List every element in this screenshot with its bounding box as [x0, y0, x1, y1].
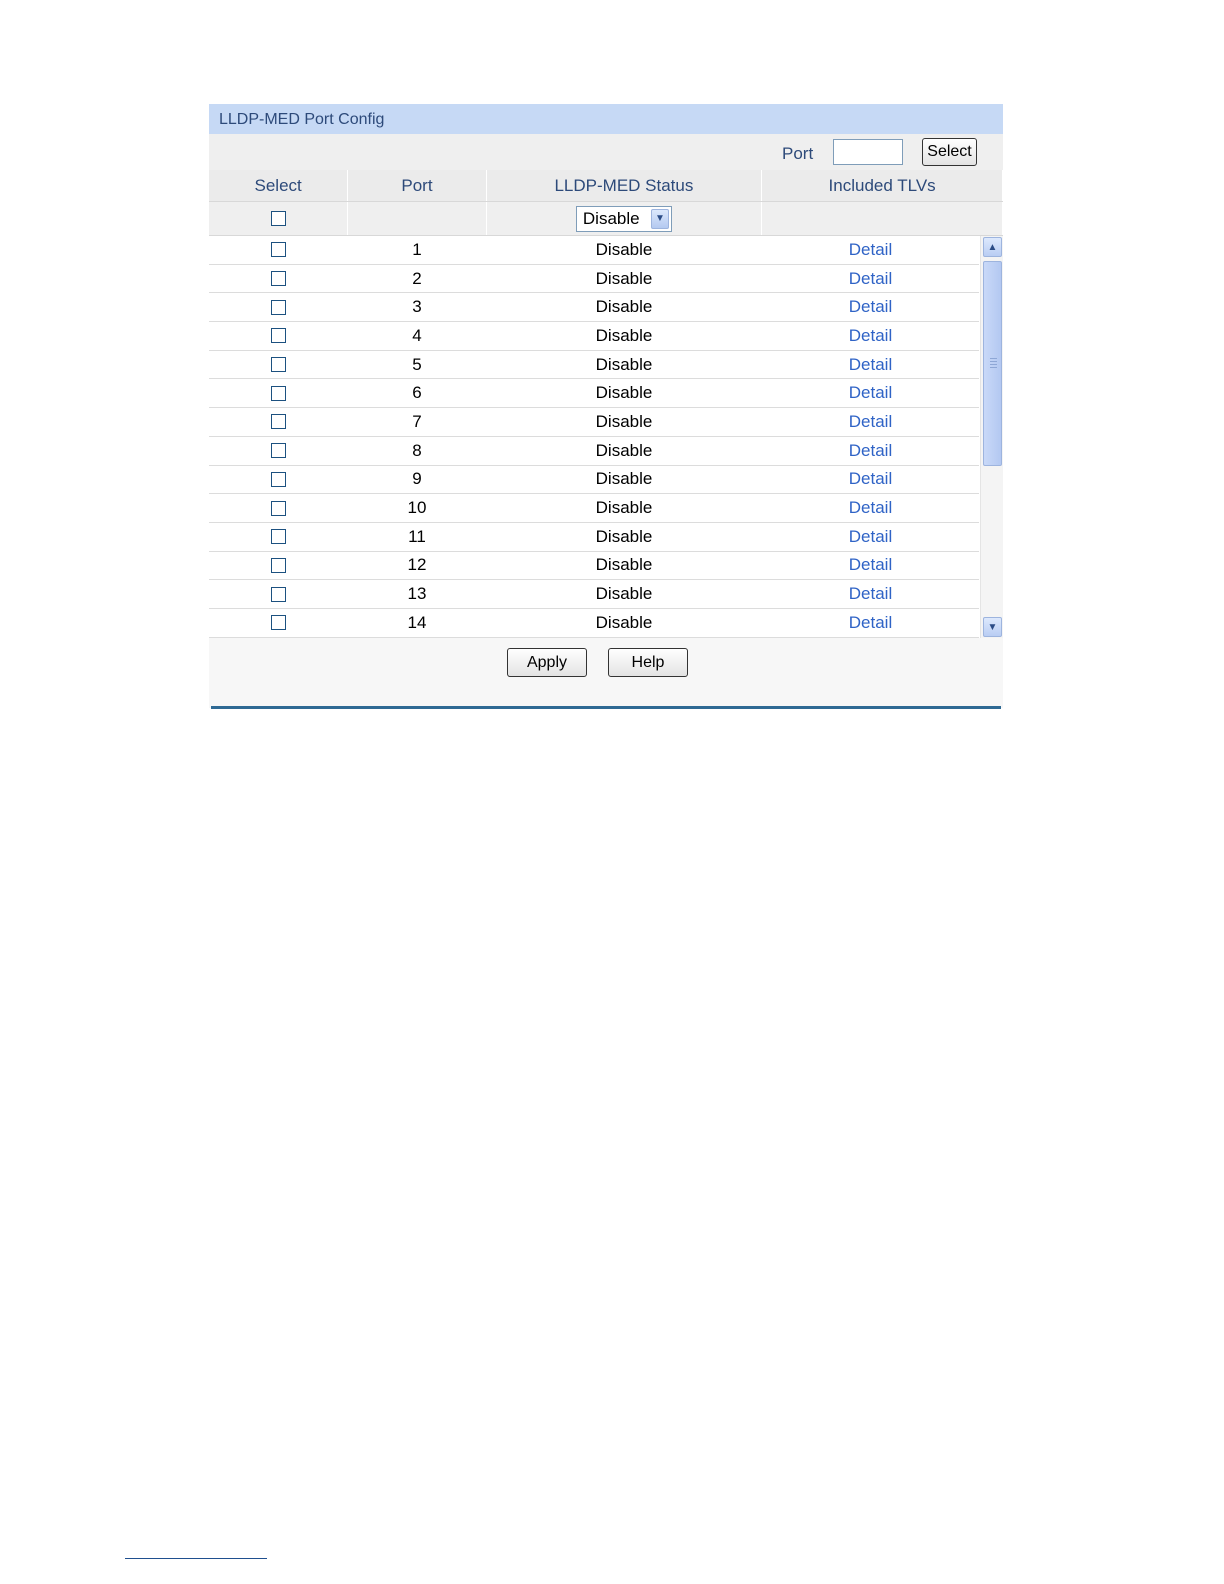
- row-select-checkbox[interactable]: [271, 271, 286, 286]
- panel-title: LLDP-MED Port Config: [209, 104, 1003, 134]
- table-row: [209, 609, 979, 638]
- table-header: [209, 170, 1003, 202]
- detail-link[interactable]: Detail: [848, 268, 893, 288]
- port-filter-label: Port: [782, 144, 814, 163]
- bulk-edit-row: [209, 202, 1003, 236]
- row-status: Disable: [595, 440, 653, 460]
- action-bar: [209, 638, 1003, 708]
- row-select-checkbox[interactable]: [271, 414, 286, 429]
- detail-link[interactable]: Detail: [848, 239, 893, 259]
- row-port: 9: [412, 469, 422, 489]
- row-status: Disable: [595, 239, 653, 259]
- row-select-checkbox[interactable]: [271, 443, 286, 458]
- row-port: 2: [412, 268, 422, 288]
- column-header-port: Port: [348, 170, 486, 201]
- vertical-scrollbar[interactable]: [980, 236, 1003, 638]
- select-all-checkbox[interactable]: [271, 211, 286, 226]
- row-select-checkbox[interactable]: [271, 300, 286, 315]
- table-row: [209, 351, 979, 380]
- detail-link[interactable]: Detail: [848, 440, 893, 460]
- table-row: [209, 265, 979, 294]
- row-port: 3: [412, 297, 422, 317]
- row-select-checkbox[interactable]: [271, 386, 286, 401]
- row-status: Disable: [595, 555, 653, 575]
- footnote-divider: [125, 1558, 267, 1559]
- port-table-body: [209, 236, 1003, 638]
- help-button[interactable]: Help: [608, 648, 688, 677]
- table-row: [209, 293, 979, 322]
- select-button[interactable]: Select: [922, 138, 977, 166]
- row-status: Disable: [595, 268, 653, 288]
- row-port: 11: [408, 526, 426, 546]
- row-port: 4: [412, 325, 422, 345]
- column-header-status: LLDP-MED Status: [487, 170, 763, 201]
- row-port: 7: [412, 411, 422, 431]
- detail-link[interactable]: Detail: [848, 325, 893, 345]
- row-status: Disable: [595, 584, 653, 604]
- table-row: [209, 523, 979, 552]
- detail-link[interactable]: Detail: [848, 584, 893, 604]
- row-select-checkbox[interactable]: [271, 328, 286, 343]
- row-port: 5: [412, 354, 422, 374]
- table-row: [209, 552, 979, 581]
- table-row: [209, 437, 979, 466]
- port-filter-input[interactable]: [833, 139, 903, 165]
- row-status: Disable: [595, 383, 653, 403]
- row-port: 14: [407, 612, 427, 632]
- chevron-down-icon[interactable]: ▼: [651, 209, 669, 229]
- detail-link[interactable]: Detail: [848, 526, 893, 546]
- table-row: [209, 580, 979, 609]
- bulk-status-value: Disable: [582, 208, 640, 228]
- row-select-checkbox[interactable]: [271, 587, 286, 602]
- column-header-select: Select: [209, 170, 348, 201]
- chevron-up-icon[interactable]: ▲: [983, 237, 1002, 257]
- detail-link[interactable]: Detail: [848, 297, 893, 317]
- row-status: Disable: [595, 297, 653, 317]
- detail-link[interactable]: Detail: [848, 411, 893, 431]
- table-row: [209, 379, 979, 408]
- row-select-checkbox[interactable]: [271, 357, 286, 372]
- detail-link[interactable]: Detail: [848, 383, 893, 403]
- detail-link[interactable]: Detail: [848, 498, 893, 518]
- table-row: [209, 466, 979, 495]
- port-filter-bar: [209, 134, 1003, 170]
- table-row: [209, 494, 979, 523]
- detail-link[interactable]: Detail: [848, 354, 893, 374]
- apply-button[interactable]: Apply: [507, 648, 587, 677]
- row-select-checkbox[interactable]: [271, 501, 286, 516]
- row-status: Disable: [595, 325, 653, 345]
- row-status: Disable: [595, 411, 653, 431]
- row-port: 8: [412, 440, 422, 460]
- scrollbar-thumb[interactable]: [983, 261, 1002, 466]
- row-select-checkbox[interactable]: [271, 472, 286, 487]
- table-row: [209, 322, 979, 351]
- port-rows: [209, 236, 979, 638]
- row-status: Disable: [595, 354, 653, 374]
- row-status: Disable: [595, 612, 653, 632]
- row-select-checkbox[interactable]: [271, 558, 286, 573]
- row-port: 12: [407, 555, 427, 575]
- detail-link[interactable]: Detail: [848, 612, 893, 632]
- row-port: 6: [412, 383, 422, 403]
- row-status: Disable: [595, 469, 653, 489]
- row-port: 13: [407, 584, 427, 604]
- detail-link[interactable]: Detail: [848, 469, 893, 489]
- row-status: Disable: [595, 526, 653, 546]
- panel-bottom-rule: [211, 706, 1001, 709]
- lldp-med-port-config-panel: [209, 104, 1003, 708]
- detail-link[interactable]: Detail: [848, 555, 893, 575]
- row-port: 1: [412, 239, 422, 259]
- bulk-status-select[interactable]: [576, 206, 672, 232]
- column-header-tlvs: Included TLVs: [762, 170, 1003, 201]
- row-select-checkbox[interactable]: [271, 615, 286, 630]
- table-row: [209, 408, 979, 437]
- row-status: Disable: [595, 498, 653, 518]
- row-select-checkbox[interactable]: [271, 242, 286, 257]
- chevron-down-icon[interactable]: ▼: [983, 617, 1002, 637]
- row-port: 10: [407, 498, 427, 518]
- table-row: [209, 236, 979, 265]
- row-select-checkbox[interactable]: [271, 529, 286, 544]
